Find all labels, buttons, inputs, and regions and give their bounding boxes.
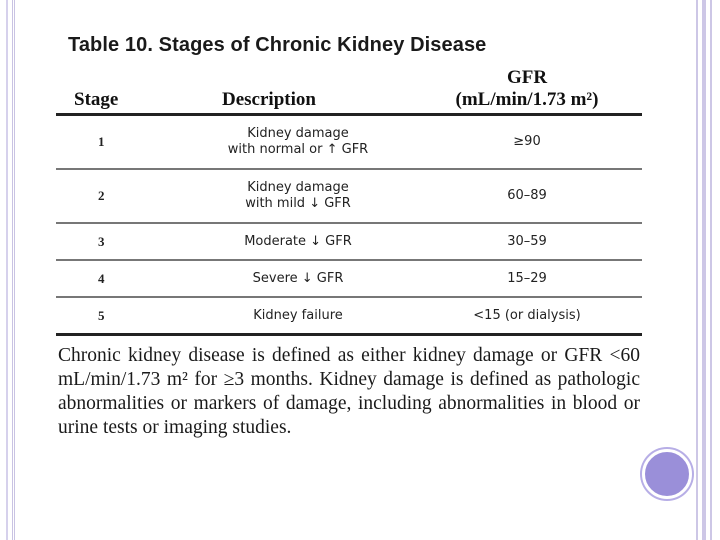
stage-description-line: Kidney damage xyxy=(247,126,349,141)
ckd-definition-note xyxy=(58,344,640,440)
stage-number: 5 xyxy=(56,297,184,335)
stage-description xyxy=(184,115,412,170)
table-row xyxy=(56,297,642,335)
stage-number: 2 xyxy=(56,169,184,223)
stage-description-line: with mild ↓ GFR xyxy=(245,196,351,211)
table-row xyxy=(56,169,642,223)
ckd-stages-table xyxy=(56,67,642,336)
slide-frame-right xyxy=(690,0,720,540)
stage-description: Kidney failure xyxy=(184,297,412,335)
slide-frame-left xyxy=(0,0,15,540)
stage-gfr: 15–29 xyxy=(412,260,642,297)
header-stage: Stage xyxy=(56,67,184,115)
table-figure xyxy=(56,34,642,440)
stage-gfr: ≥90 xyxy=(412,115,642,170)
stage-number: 1 xyxy=(56,115,184,170)
stage-number: 3 xyxy=(56,223,184,260)
stage-number: 4 xyxy=(56,260,184,297)
stage-description xyxy=(184,169,412,223)
stage-description: Severe ↓ GFR xyxy=(184,260,412,297)
header-gfr-line1: GFR xyxy=(506,67,548,88)
table-row xyxy=(56,223,642,260)
stage-gfr: 30–59 xyxy=(412,223,642,260)
decorative-circle xyxy=(642,449,692,499)
stage-description: Moderate ↓ GFR xyxy=(184,223,412,260)
table-row xyxy=(56,260,642,297)
definition-text: Chronic kidney disease is defined as either kidney damage or GFR <60 mL/min/1.73 m² for ≥3 months. Kidney damage is defined as pathologic abnormalities or markers of damage, including abnormalities in blood or urine tests or imaging studies. xyxy=(58,345,640,438)
header-description: Description xyxy=(184,67,412,115)
table-title: Table 10. Stages of Chronic Kidney Disease xyxy=(68,34,487,56)
stage-description-line: with normal or ↑ GFR xyxy=(227,142,369,157)
header-gfr-line2: (mL/min/1.73 m²) xyxy=(455,89,599,110)
table-row xyxy=(56,115,642,170)
stage-gfr: 60–89 xyxy=(412,169,642,223)
stage-description-line: Kidney damage xyxy=(247,180,349,195)
header-gfr xyxy=(412,67,642,115)
table-header-row xyxy=(56,67,642,115)
stage-gfr: <15 (or dialysis) xyxy=(412,297,642,335)
